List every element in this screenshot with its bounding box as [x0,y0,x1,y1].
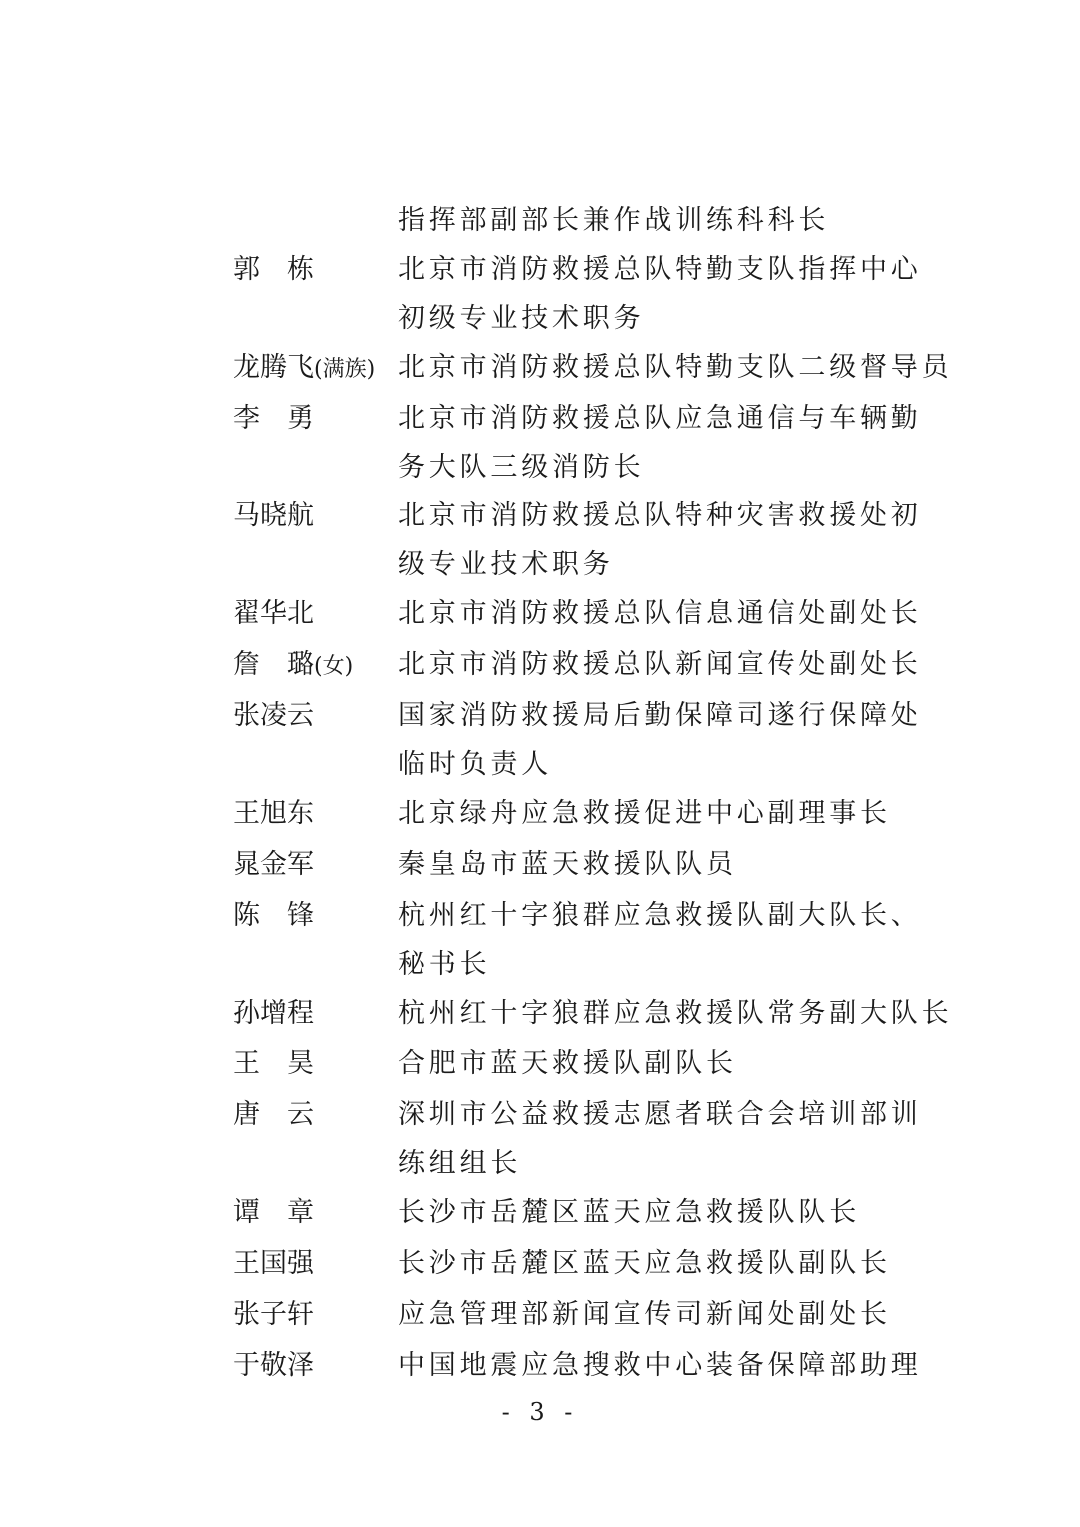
list-item [233,692,923,790]
person-title: 应急管理部新闻宣传司新闻处副处长 [398,1298,891,1330]
list-item [233,1240,923,1291]
list-item [233,790,923,841]
person-name: 李 勇 [233,402,314,434]
list-item [233,395,923,493]
list-item [233,492,923,590]
person-title: 国家消防救援局后勤保障司遂行保障处 临时负责人 [398,700,922,780]
person-title: 北京市消防救援总队信息通信处副处长 [398,598,922,630]
person-name: 马晓航 [233,500,314,532]
person-title: 合肥市蓝天救援队副队长 [398,1048,737,1080]
name-list [233,197,953,1393]
list-item [233,246,923,344]
list-item [233,990,953,1041]
person-name: 张凌云 [233,700,314,732]
person-name: 陈 锋 [233,899,314,931]
person-title: 指挥部副部长兼作战训练科科长 [398,205,830,236]
person-title: 深圳市公益救援志愿者联合会培训部训 练组组长 [398,1099,922,1180]
person-name: 孙增程 [233,997,314,1029]
list-item [233,1091,923,1189]
person-title: 北京绿舟应急救援促进中心副理事长 [398,797,891,829]
list-item [233,1342,923,1393]
list-item [233,344,953,395]
person-title: 北京市消防救援总队特勤支队二级督导员 [398,351,953,383]
list-item [233,197,923,246]
person-name: 翟华北 [233,598,314,630]
person-title: 中国地震应急搜救中心装备保障部助理 [398,1349,922,1381]
person-title: 长沙市岳麓区蓝天应急救援队副队长 [398,1248,891,1280]
page-number: - 3 - [501,1398,579,1426]
person-title: 杭州红十字狼群应急救援队副大队长、 秘书长 [398,899,922,980]
person-name: 詹 璐(女) [233,649,354,681]
person-name: 唐 云 [233,1099,314,1131]
person-name: 王 昊 [233,1048,314,1080]
person-title: 杭州红十字狼群应急救援队常务副大队长 [398,997,953,1029]
person-title: 北京市消防救援总队新闻宣传处副处长 [398,649,922,681]
list-item [233,1189,923,1240]
person-name: 晁金军 [233,848,314,880]
person-title: 长沙市岳麓区蓝天应急救援队队长 [398,1197,860,1229]
person-name: 谭 章 [233,1197,314,1229]
person-name: 于敬泽 [233,1349,314,1381]
person-title: 北京市消防救援总队特种灾害救援处初 级专业技术职务 [398,500,922,581]
list-item [233,590,923,641]
person-name: 王国强 [233,1248,314,1280]
list-item [233,892,923,990]
person-title: 秦皇岛市蓝天救援队队员 [398,848,737,880]
list-item [233,641,923,692]
person-name: 王旭东 [233,797,314,829]
list-item [233,1040,923,1091]
person-title: 北京市消防救援总队特勤支队指挥中心 初级专业技术职务 [398,253,922,334]
person-title: 北京市消防救援总队应急通信与车辆勤 务大队三级消防长 [398,402,922,483]
person-name: 龙腾飞(满族) [233,351,376,383]
person-name: 郭 栋 [233,253,314,285]
list-item [233,841,923,892]
list-item [233,1291,923,1342]
person-name: 张子轩 [233,1298,314,1330]
